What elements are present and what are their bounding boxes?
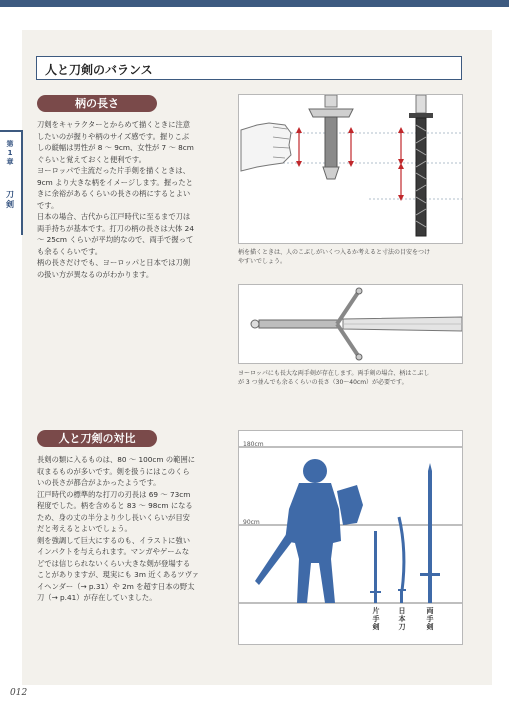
body-line: 日本の場合、古代から江戸時代に至るまで刀は — [37, 212, 191, 221]
section2-body — [37, 454, 232, 604]
body-line: どでは信じられないくらい大きな剣が登場する — [37, 558, 191, 568]
caption-line: ヨーロッパにも長大な両手剣が存在します。両手剣の場合、柄はこぶし — [238, 370, 430, 377]
section-heading-comparison: 人と刀剣の対比 — [37, 430, 157, 447]
body-line: 剣を強調して巨大にするのも、イラストに強い — [37, 535, 191, 545]
chapter-number — [3, 140, 17, 167]
body-line: いの長さが都合がよかったようです。 — [37, 478, 161, 487]
body-line: 程度でした。柄を含めると 83 ～ 98cm になる — [37, 501, 193, 510]
body-line: 刀（→ p.41）が存在していました。 — [37, 593, 157, 602]
body-line: きに余裕があるくらいの長さの柄にするとよい — [37, 189, 191, 198]
body-line: ぐらいと覚えておくと便利です。 — [37, 154, 146, 164]
chapter-tab-line — [0, 130, 22, 132]
vertical-char: 本 — [398, 615, 406, 623]
page-title: 人と刀剣のバランス — [45, 63, 153, 77]
chapter-tab-border — [21, 130, 23, 235]
body-line: 9cm より大きな柄をイメージします。握ったと — [37, 177, 193, 187]
body-line: 両手持ちが基本です。打刀の柄の長さは大体 24 — [37, 223, 194, 233]
label-two-handed-sword — [426, 607, 434, 631]
figure-two-handed-sword — [238, 284, 463, 364]
vertical-char: 第 — [6, 140, 14, 148]
body-line: の扱い方が異なるのがわかります。 — [37, 269, 154, 279]
grip-illustration — [239, 95, 462, 243]
vertical-char: 剣 — [6, 200, 14, 209]
top-bar — [0, 0, 509, 7]
section-heading-grip-length: 柄の長さ — [37, 95, 157, 112]
body-line: 収まるものが多いです。剣を扱うにはこのくら — [37, 466, 190, 476]
body-line: ことがありますが、現実にも 3m 近くあるツヴァ — [37, 570, 200, 579]
body-line: 江戸時代の標準的な打刀の刃長は 69 ～ 73cm — [37, 489, 191, 499]
caption-line: 柄を描くときは、人のこぶしがいくつ入るか考えると寸法の目安をつけ — [238, 249, 431, 256]
chart-label-90cm: 90cm — [243, 519, 260, 526]
caption-line: やすいでしょう。 — [238, 258, 287, 265]
body-line: したいのが握りや柄のサイズ感です。握りこぶ — [37, 131, 190, 141]
body-line: ため、身の丈の半分より少し長いくらいが目安 — [37, 512, 190, 522]
vertical-char: 1 — [7, 149, 13, 157]
body-line: ヨーロッパで主流だった片手剣を描くときは、 — [37, 166, 190, 175]
body-line: も余るくらいです。 — [37, 246, 103, 256]
vertical-char: 刀 — [6, 190, 14, 199]
chapter-name — [3, 190, 17, 210]
body-line: 柄の長さだけでも、ヨーロッパと日本では刀剣 — [37, 258, 191, 267]
vertical-char: 剣 — [372, 623, 380, 631]
body-line: イヘンダー（→ p.31）や 2m を超す日本の野太 — [37, 581, 195, 591]
figure-grip-comparison — [238, 94, 463, 244]
body-line: 刀剣をキャラクターとからめて描くときに注意 — [37, 120, 191, 129]
body-line: インパクトを与えられます。マンガやゲームな — [37, 547, 190, 556]
vertical-char: 日 — [398, 607, 406, 615]
vertical-char: 章 — [6, 158, 14, 166]
figure2-caption — [238, 369, 466, 387]
chart-label-180cm: 180cm — [243, 441, 264, 448]
label-japanese-sword — [398, 607, 406, 631]
body-line: です。 — [37, 200, 59, 210]
figure-person-sword-scale — [238, 430, 463, 645]
vertical-char: 片 — [372, 607, 380, 615]
label-one-handed-sword — [372, 607, 380, 631]
vertical-char: 手 — [426, 615, 434, 623]
body-line: しの縦幅は男性が 8 ～ 9cm、女性が 7 ～ 8cm — [37, 143, 194, 152]
page-title-box — [36, 56, 462, 80]
two-handed-sword-illustration — [239, 285, 462, 363]
vertical-char: 手 — [372, 615, 380, 623]
vertical-char: 両 — [426, 607, 434, 615]
vertical-char: 刀 — [398, 623, 406, 631]
section1-body — [37, 119, 232, 280]
page-number: 012 — [10, 688, 28, 698]
body-line: 長剣の類に入るものは、80 ～ 100cm の範囲に — [37, 455, 196, 464]
caption-line: が 3 つ並んでも余るくらいの長さ（30～40cm）が必要です。 — [238, 379, 408, 386]
body-line: ～ 25cm くらいが平均的なので、両手で握って — [37, 235, 194, 244]
figure1-caption — [238, 248, 466, 266]
body-line: だと考えるとよいでしょう。 — [37, 524, 132, 533]
vertical-char: 剣 — [426, 623, 434, 631]
